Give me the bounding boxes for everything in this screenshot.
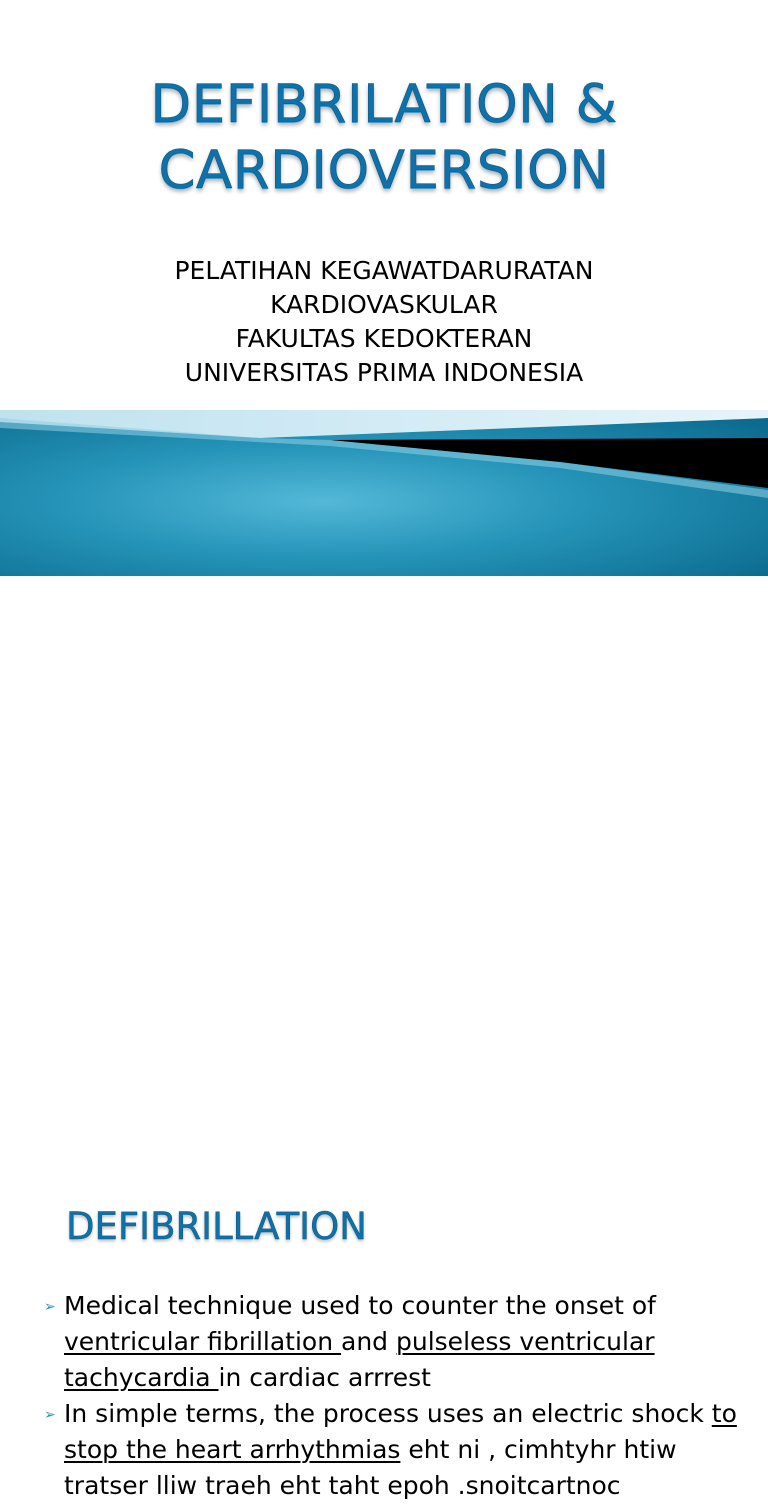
bullet-item [44, 1288, 744, 1396]
arrow-bullet-icon: ➢ [44, 1299, 56, 1315]
bullet-text: Medical technique used to counter the onset of [64, 1291, 656, 1320]
title-slide [0, 0, 768, 576]
decorative-wave-band [0, 410, 768, 576]
title-line: DEFIBRILATION & [150, 74, 618, 135]
bullet-list [44, 1288, 744, 1504]
bullet-text-underlined: to stop the heart arrhythmias [64, 1399, 737, 1464]
slide-heading: DEFIBRILLATION [66, 1205, 367, 1248]
subtitle-line: FAKULTAS KEDOKTERAN [235, 324, 533, 353]
bullet-text: and [341, 1327, 396, 1356]
slide-subtitle [0, 254, 768, 390]
bullet-text-underlined: pulseless ventricular tachycardia [64, 1327, 655, 1392]
bullet-text: in cardiac arrrest [218, 1363, 431, 1392]
title-line: CARDIOVERSION [158, 140, 610, 201]
arrow-bullet-icon: ➢ [44, 1407, 56, 1423]
subtitle-line: UNIVERSITAS PRIMA INDONESIA [184, 358, 584, 387]
subtitle-line: KARDIOVASKULAR [270, 290, 498, 319]
bullet-text: eht ni , cimhtyhr htiw tratser lliw traeh eht taht epoh .snoitcartnoc [64, 1435, 677, 1500]
bullet-item [44, 1396, 744, 1504]
bullet-text: In simple terms, the process uses an electric shock [64, 1399, 712, 1428]
content-slide [0, 576, 768, 1500]
subtitle-line: PELATIHAN KEGAWATDARURATAN [174, 256, 594, 285]
slide-title [0, 72, 768, 204]
bullet-text-underlined: ventricular fibrillation [64, 1327, 342, 1356]
